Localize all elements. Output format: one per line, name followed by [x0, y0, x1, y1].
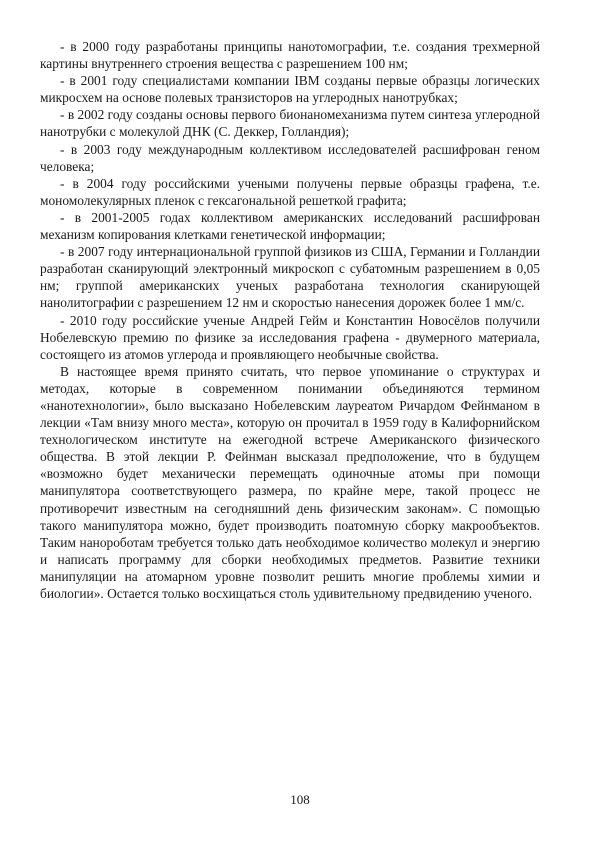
paragraph-2001-ibm: - в 2001 году специалистами компании IBM созданы первые образцы логических микросхем на основе полевых транзисторов на углеродных нанотрубках; — [40, 73, 540, 106]
paragraph-2001-2005-genetics: - в 2001-2005 годах коллективом американских исследований расшифрован механизм копирования клетками генетической информации; — [40, 209, 540, 243]
paragraph-2004-graphene: - в 2004 году российскими учеными получены первые образцы графена, т.е. мономолекулярных пленок с гексагональной решеткой графита; — [40, 175, 540, 208]
paragraph-2002-bionanomechanism: - в 2002 году созданы основы первого бионаномеханизма путем синтеза углеродной нанотрубки с молекулой ДНК (С. Деккер, Голландия); — [40, 107, 540, 140]
page-number: 108 — [290, 792, 310, 807]
paragraph-2010-nobel: - 2010 году российские ученые Андрей Гейм и Константин Новосёлов получили Нобелевскую премию по физике за исследования графена - двумерного материала, состоящего из атомов углерода и проявляющего необычные свойства. — [40, 312, 540, 362]
paragraph-2000-nanotomography: - в 2000 году разработаны принципы нанотомографии, т.е. создания трехмерной картины внутреннего строения вещества с разрешением 100 нм; — [40, 39, 540, 72]
paragraph-2007-microscope: - в 2007 году интернациональной группой физиков из США, Германии и Голландии разработан сканирующий электронный микроскоп с субатомным разрешением в 0,05 нм; группой американских ученых разработана технология сканирующей нанолитографии с разрешением 12 нм и скоростью нанесения дорожек более 1 мм/с. — [40, 244, 540, 311]
paragraph-feynman: В настоящее время принято считать, что первое упоминание о структурах и методах, которые в современном понимании объединяются термином «нанотехнологии», было высказано Нобелевским лауреатом Ричардом Фейнманом в лекции «Там внизу много места», которую он прочитал в 1959 году в Калифорнийском технологическом институте на ежегодной встрече Американского физического общества. В этой лекции Р. Фейнман высказал предположение, что в будущем «возможно будет механически перемещать одиночные атомы при помощи манипулятора соответствующего размера, по крайне мере, такой процесс не противоречит известным на сегодняшний день физическим законам». С помощью такого манипулятора можно, будет производить поатомную сборку макрообъектов. Таким нанороботам требуется только дать необходимое количество молекул и энергию и написать программу для сборки необходимых предметов. Развитие техники манипуляции на атомарном уровне позволит решить многие проблемы химии и биологии». Остается только восхищаться столь удивительному предвидению ученого. — [40, 363, 540, 601]
paragraph-2003-genome: - в 2003 году международным коллективом исследователей расшифрован геном человека; — [40, 141, 540, 174]
page-body — [40, 38, 540, 602]
